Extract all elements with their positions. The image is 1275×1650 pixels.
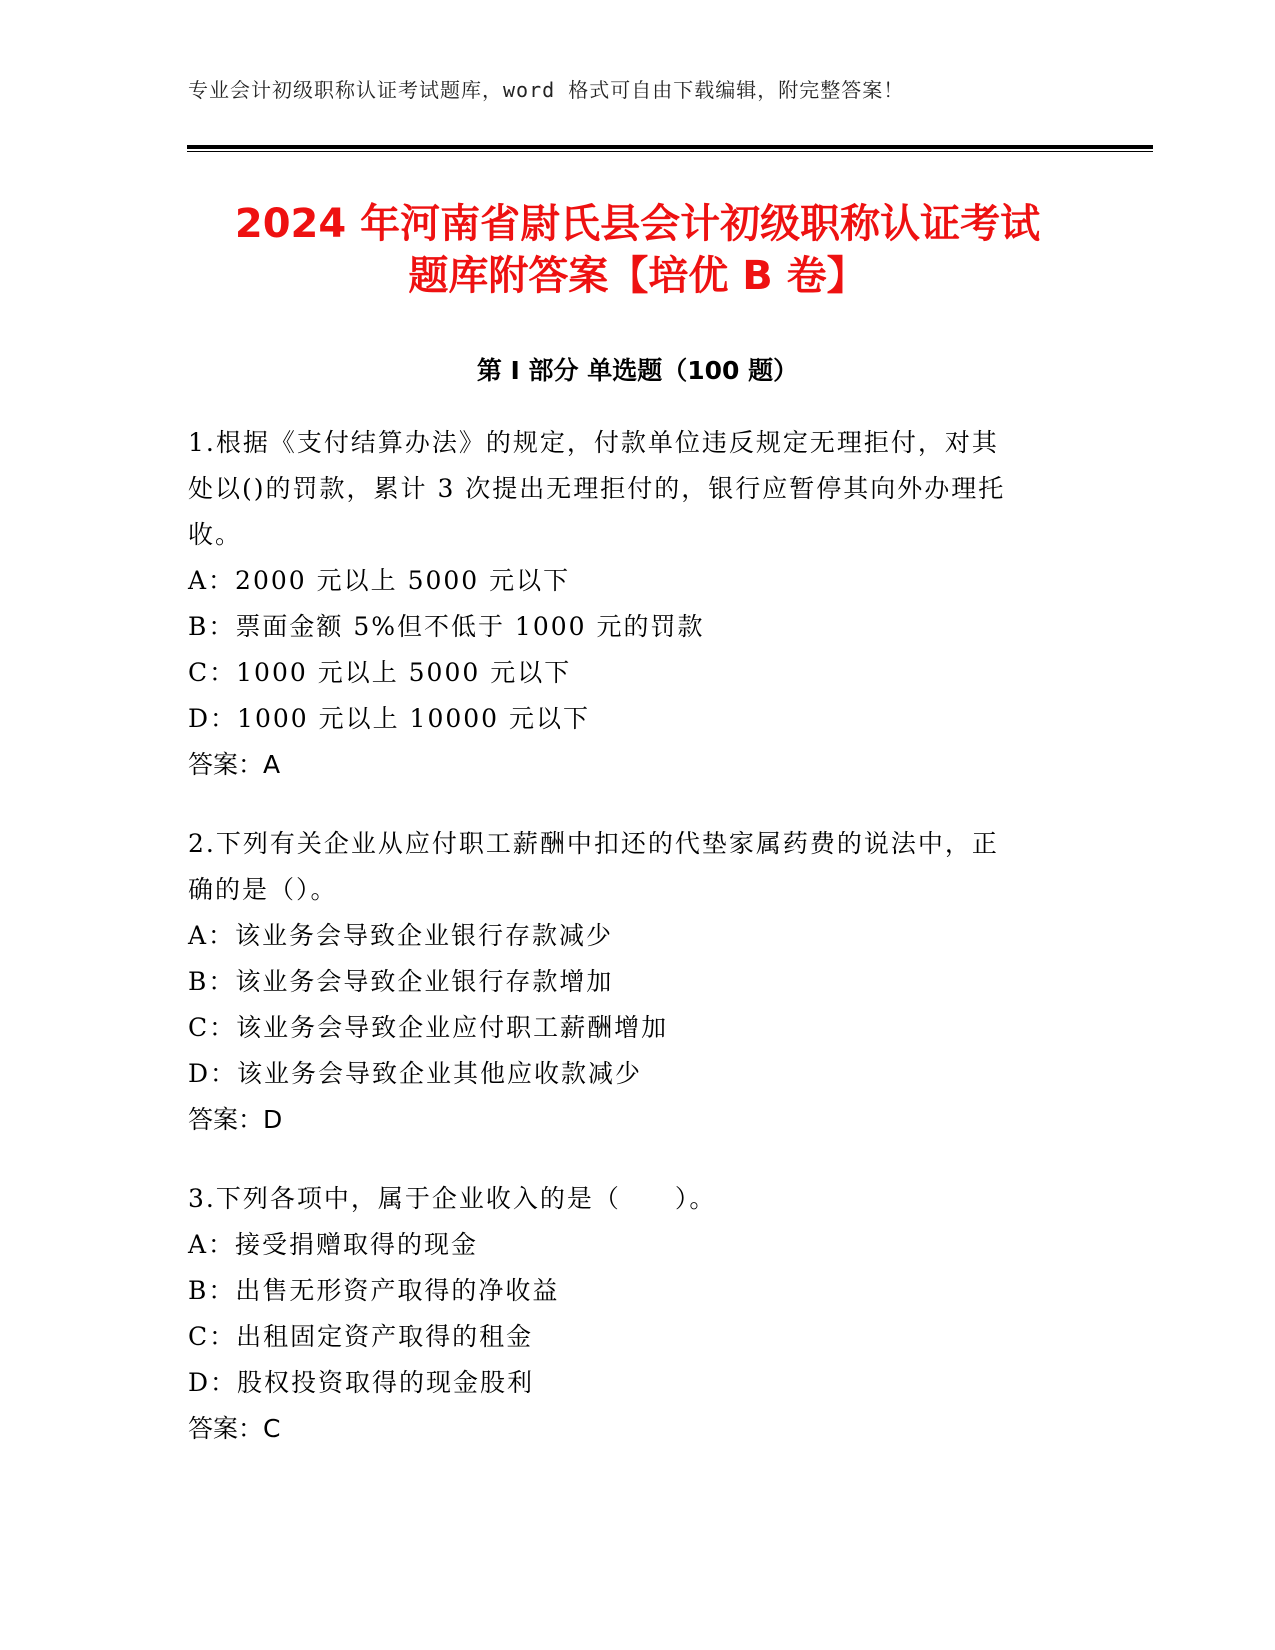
question-stem-line: 2.下列有关企业从应付职工薪酬中扣还的代垫家属药费的说法中，正 [188, 829, 999, 858]
answer: 答案：A [188, 750, 281, 779]
option-b: B：票面金额 5%但不低于 1000 元的罚款 [188, 612, 705, 641]
option-c: C：1000 元以上 5000 元以下 [188, 658, 572, 687]
document-title-line-2: 题库附答案【培优 B 卷】 [408, 253, 867, 299]
document-title [150, 198, 1125, 302]
question-stem-line: 处以()的罚款，累计 3 次提出无理拒付的，银行应暂停其向外办理托 [188, 474, 1006, 503]
option-b: B：该业务会导致企业银行存款增加 [188, 967, 614, 996]
question-2 [188, 821, 1088, 1143]
option-d: D：该业务会导致企业其他应收款减少 [188, 1059, 643, 1088]
question-stem-line: 收。 [188, 520, 243, 549]
section-title: 第 I 部分 单选题（100 题） [476, 356, 799, 385]
answer: 答案：C [188, 1414, 281, 1443]
question-stem-line: 1.根据《支付结算办法》的规定，付款单位违反规定无理拒付，对其 [188, 428, 999, 457]
option-d: D：1000 元以上 10000 元以下 [188, 704, 591, 733]
option-a: A：接受捐赠取得的现金 [188, 1230, 479, 1259]
option-b: B：出售无形资产取得的净收益 [188, 1276, 560, 1305]
question-stem-line: 确的是（）。 [188, 875, 338, 904]
question-3 [188, 1176, 1088, 1452]
option-a: A：2000 元以上 5000 元以下 [188, 566, 571, 595]
option-a: A：该业务会导致企业银行存款减少 [188, 921, 614, 950]
answer: 答案：D [188, 1105, 283, 1134]
option-c: C：出租固定资产取得的租金 [188, 1322, 534, 1351]
option-c: C：该业务会导致企业应付职工薪酬增加 [188, 1013, 669, 1042]
header-rule-thick [187, 145, 1153, 149]
header-rule-thin [187, 151, 1153, 152]
question-1 [188, 420, 1088, 788]
option-d: D：股权投资取得的现金股利 [188, 1368, 535, 1397]
question-stem-line: 3.下列各项中，属于企业收入的是（ ）。 [188, 1184, 717, 1213]
document-title-line-1: 2024 年河南省尉氏县会计初级职称认证考试 [234, 201, 1041, 247]
header-note: 专业会计初级职称认证考试题库，word 格式可自由下载编辑，附完整答案！ [188, 78, 905, 102]
